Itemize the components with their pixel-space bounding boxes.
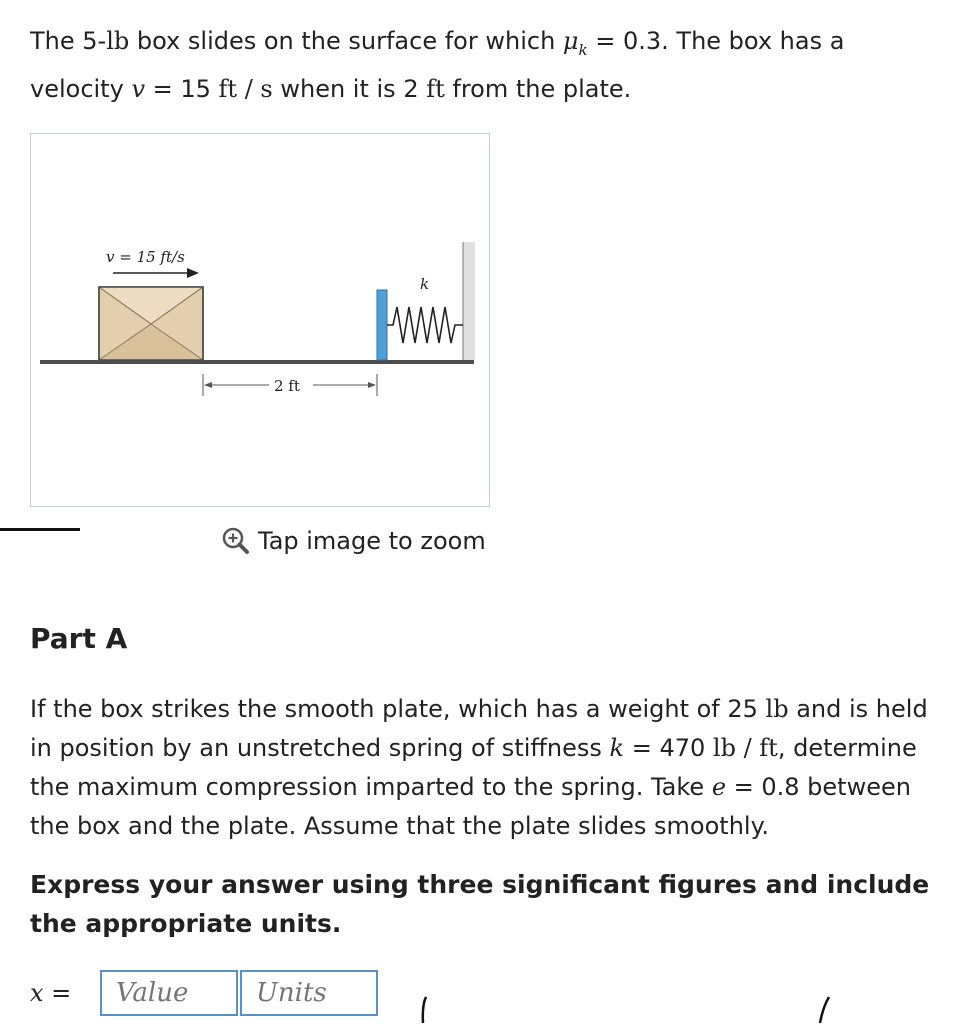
answer-equals: = — [43, 979, 72, 1007]
question-segment: = 470 — [624, 734, 713, 762]
units-input[interactable] — [240, 970, 378, 1016]
unit-ft: ft — [426, 74, 445, 103]
part-title: Part A — [30, 622, 128, 655]
unit-lb: lb — [765, 695, 789, 723]
zoom-label: Tap image to zoom — [258, 527, 486, 555]
velocity-arrowhead — [187, 268, 199, 278]
cut-off-toolbar-icon — [418, 995, 430, 1024]
answer-variable: x — [30, 979, 44, 1007]
unit-ft-per-s: ft / s — [218, 74, 273, 103]
mu-symbol: μ — [562, 27, 579, 55]
unit-lb-per-ft: lb / ft — [712, 734, 778, 762]
dimension-arrowhead-left — [204, 382, 212, 388]
intro-text: when it is 2 — [272, 74, 427, 103]
dimension-arrowhead-right — [368, 382, 376, 388]
question-text — [30, 690, 950, 846]
spring — [387, 307, 463, 343]
intro-text: box slides on the surface for which — [129, 27, 563, 55]
figure-diagram — [31, 134, 489, 506]
cut-off-toolbar-icon — [814, 995, 832, 1024]
intro-text: from the plate. — [444, 74, 632, 103]
value-input[interactable] — [100, 970, 238, 1016]
zoom-link[interactable] — [222, 527, 486, 555]
velocity-label: v = 15 ft/s — [106, 248, 185, 266]
divider-line — [0, 528, 80, 531]
intro-text: The 5- — [30, 27, 107, 55]
unit-lb: lb — [106, 27, 130, 55]
zoom-in-icon — [222, 527, 250, 555]
answer-row — [30, 970, 378, 1016]
smooth-plate — [377, 290, 387, 360]
question-segment: , determine the maximum compression imparted to the spring. Take — [30, 734, 917, 801]
answer-variable-label — [30, 979, 100, 1007]
question-segment: = 0.8 between the box and the plate. Assume that the plate slides smoothly. — [30, 773, 911, 840]
stiffness-symbol: k — [609, 734, 625, 762]
sliding-box — [99, 287, 203, 360]
question-segment: and is held in position by an unstretched spring of stiffness — [30, 695, 928, 762]
intro-text: = 0.3. The box has a velocity — [30, 27, 845, 103]
spring-label: k — [420, 275, 430, 293]
intro-text: = 15 — [145, 74, 219, 103]
problem-figure[interactable] — [30, 133, 490, 507]
mu-subscript: k — [578, 40, 588, 59]
distance-label: 2 ft — [274, 377, 300, 395]
question-segment: If the box strikes the smooth plate, which has a weight of 25 — [30, 695, 766, 723]
wall — [463, 242, 475, 360]
restitution-symbol: e — [711, 773, 727, 801]
problem-statement — [30, 22, 930, 109]
answer-instruction: Express your answer using three significant figures and include the appropriate units. — [30, 870, 930, 938]
velocity-symbol: v — [131, 74, 145, 103]
